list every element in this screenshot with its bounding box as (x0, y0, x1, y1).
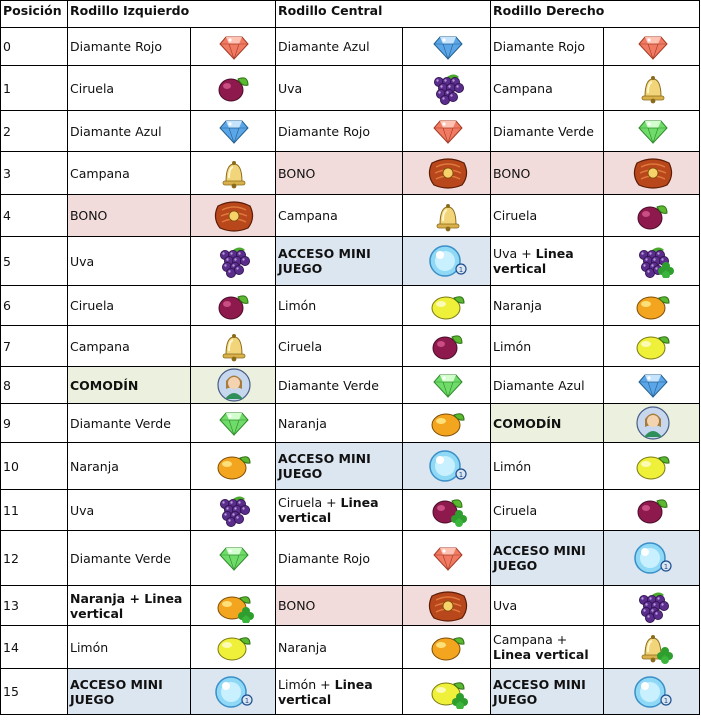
center-reel-symbol-name (276, 326, 403, 367)
orange-clover-icon (213, 597, 255, 612)
symbol-bold-label: COMODÍN (70, 377, 139, 393)
symbol-label: Diamante Verde (493, 123, 594, 139)
left-reel-symbol-name (68, 404, 191, 443)
center-reel-symbol-name (276, 669, 403, 715)
center-reel-symbol-icon-cell (403, 404, 491, 443)
symbol-bold-label: ACCESO MINI JUEGO (70, 676, 163, 707)
center-reel-symbol-name (276, 404, 403, 443)
reel-table-body (1, 28, 700, 715)
mini-game-orb-icon (425, 458, 471, 479)
symbol-bold-label: Linea vertical (493, 647, 589, 662)
symbol-label: Diamante Azul (493, 377, 585, 393)
right-reel-symbol-icon-cell (604, 195, 700, 237)
center-reel-symbol-name (276, 367, 403, 404)
symbol-label: BONO (493, 165, 531, 181)
symbol-bold-label: COMODÍN (493, 415, 562, 431)
table-row (1, 531, 700, 586)
symbol-label: Campana (70, 165, 130, 181)
symbol-label: Ciruela (493, 502, 538, 518)
position-cell: 11 (1, 490, 68, 531)
grape-icon (213, 502, 255, 517)
center-reel-symbol-name (276, 286, 403, 326)
header-left-reel: Rodillo Izquierdo (68, 1, 276, 28)
center-reel-symbol-name (276, 586, 403, 626)
orange-icon (213, 458, 255, 473)
right-reel-symbol-name (491, 28, 604, 66)
symbol-label: Ciruela (70, 298, 115, 313)
right-reel-symbol-icon-cell (604, 669, 700, 715)
symbol-bold-label: ACCESO MINI JUEGO (493, 543, 586, 573)
bell-icon (428, 207, 468, 222)
symbol-label: BONO (70, 208, 108, 223)
position-cell: 6 (1, 286, 68, 326)
green-diamond-icon (638, 123, 668, 138)
grape-icon (213, 253, 255, 268)
center-reel-symbol-name (276, 443, 403, 490)
header-position: Posición (1, 1, 68, 28)
right-reel-symbol-icon-cell (604, 531, 700, 586)
symbol-bold-label: ACCESO MINI JUEGO (278, 451, 371, 481)
table-row (1, 152, 700, 195)
plum-icon (214, 297, 254, 312)
bonus-bag-icon (631, 165, 675, 180)
left-reel-symbol-name (68, 111, 191, 152)
plum-icon (633, 502, 673, 517)
center-reel-symbol-name (276, 195, 403, 237)
center-reel-symbol-icon-cell (403, 195, 491, 237)
left-reel-symbol-icon-cell (191, 367, 276, 404)
right-reel-symbol-name (491, 195, 604, 237)
left-reel-symbol-icon-cell (191, 286, 276, 326)
left-reel-symbol-icon-cell (191, 326, 276, 367)
left-reel-symbol-name (68, 66, 191, 111)
red-diamond-icon (433, 550, 463, 565)
center-reel-symbol-name (276, 152, 403, 195)
left-reel-symbol-name (68, 669, 191, 715)
grape-clover-icon (632, 253, 674, 268)
svg-text:1: 1 (458, 471, 463, 479)
left-reel-symbol-icon-cell (191, 66, 276, 111)
left-reel-symbol-name (68, 626, 191, 669)
center-reel-symbol-icon-cell (403, 28, 491, 66)
right-reel-symbol-name (491, 626, 604, 669)
blue-diamond-icon (433, 38, 463, 53)
orange-icon (632, 297, 674, 312)
right-reel-symbol-icon-cell (604, 586, 700, 626)
wild-character-icon (217, 377, 251, 392)
symbol-label: Limón + (278, 676, 335, 692)
symbol-label: Diamante Verde (70, 550, 171, 566)
table-row (1, 66, 700, 111)
center-reel-symbol-icon-cell (403, 443, 491, 490)
lemon-icon (213, 639, 255, 654)
symbol-label: Diamante Rojo (493, 39, 585, 54)
center-reel-symbol-icon-cell (403, 66, 491, 111)
bell-icon (214, 338, 254, 353)
left-reel-symbol-name (68, 326, 191, 367)
center-reel-symbol-icon-cell (403, 326, 491, 367)
symbol-bold-label: Linea vertical (278, 676, 373, 707)
position-cell: 12 (1, 531, 68, 586)
center-reel-symbol-icon-cell (403, 531, 491, 586)
position-cell: 5 (1, 237, 68, 286)
symbol-bold-label: Naranja + Linea vertical (70, 590, 183, 621)
left-reel-symbol-name (68, 490, 191, 531)
position-cell: 9 (1, 404, 68, 443)
center-reel-symbol-icon-cell (403, 586, 491, 626)
symbol-label: Diamante Verde (70, 415, 171, 431)
symbol-label: Limón (493, 338, 532, 354)
left-reel-symbol-name (68, 195, 191, 237)
red-diamond-icon (433, 123, 463, 138)
table-row (1, 490, 700, 531)
symbol-bold-label: ACCESO MINI JUEGO (278, 246, 371, 276)
right-reel-symbol-name (491, 66, 604, 111)
lemon-icon (632, 338, 674, 353)
symbol-label: Diamante Rojo (278, 123, 370, 139)
symbol-label: Limón (70, 639, 109, 655)
symbol-label: BONO (278, 598, 316, 613)
position-cell: 14 (1, 626, 68, 669)
blue-diamond-icon (638, 377, 668, 392)
right-reel-symbol-icon-cell (604, 626, 700, 669)
symbol-label: Naranja (278, 639, 327, 655)
left-reel-symbol-icon-cell (191, 404, 276, 443)
green-diamond-icon (433, 377, 463, 392)
left-reel-symbol-icon-cell (191, 152, 276, 195)
table-row (1, 586, 700, 626)
position-cell: 15 (1, 669, 68, 715)
symbol-label: Campana (70, 338, 130, 354)
right-reel-symbol-icon-cell (604, 404, 700, 443)
symbol-label: Uva + (493, 246, 536, 261)
right-reel-symbol-icon-cell (604, 152, 700, 195)
right-reel-symbol-name (491, 326, 604, 367)
green-diamond-icon (219, 550, 249, 565)
center-reel-symbol-icon-cell (403, 367, 491, 404)
right-reel-symbol-icon-cell (604, 286, 700, 326)
right-reel-symbol-icon-cell (604, 326, 700, 367)
right-reel-symbol-name (491, 111, 604, 152)
center-reel-symbol-icon-cell (403, 286, 491, 326)
bell-icon (633, 80, 673, 95)
position-cell: 13 (1, 586, 68, 626)
lemon-icon (632, 458, 674, 473)
svg-text:1: 1 (244, 696, 250, 705)
left-reel-symbol-icon-cell (191, 237, 276, 286)
symbol-label: Naranja (70, 458, 119, 474)
symbol-label: BONO (278, 165, 316, 181)
left-reel-symbol-icon-cell (191, 626, 276, 669)
bell-icon (214, 165, 254, 180)
symbol-label: Limón (493, 458, 532, 474)
center-reel-symbol-icon-cell (403, 490, 491, 531)
symbol-bold-label: Linea vertical (278, 495, 379, 525)
orange-icon (427, 415, 469, 430)
right-reel-symbol-name (491, 152, 604, 195)
left-reel-symbol-icon-cell (191, 28, 276, 66)
table-row (1, 626, 700, 669)
mini-game-orb-icon (630, 683, 676, 705)
right-reel-symbol-name (491, 531, 604, 586)
plum-icon (214, 80, 254, 95)
center-reel-symbol-icon-cell (403, 111, 491, 152)
right-reel-symbol-name (491, 490, 604, 531)
left-reel-symbol-icon-cell (191, 111, 276, 152)
center-reel-symbol-name (276, 28, 403, 66)
right-reel-symbol-name (491, 669, 604, 715)
header-right-reel: Rodillo Derecho (491, 1, 700, 28)
table-row (1, 367, 700, 404)
left-reel-symbol-icon-cell (191, 490, 276, 531)
symbol-label: Uva (70, 253, 95, 269)
right-reel-symbol-icon-cell (604, 490, 700, 531)
right-reel-symbol-name (491, 286, 604, 326)
lemon-clover-icon (427, 683, 469, 698)
left-reel-symbol-name (68, 286, 191, 326)
center-reel-symbol-name (276, 237, 403, 286)
symbol-label: Uva (70, 502, 95, 518)
table-row (1, 195, 700, 237)
mini-game-orb-icon (630, 550, 676, 571)
symbol-label: Ciruela + (278, 495, 341, 510)
bonus-bag-icon (426, 165, 470, 180)
symbol-label: Diamante Verde (278, 377, 379, 393)
symbol-label: Campana + (493, 632, 568, 647)
center-reel-symbol-name (276, 66, 403, 111)
blue-diamond-icon (219, 123, 249, 138)
symbol-label: Campana (493, 80, 553, 96)
table-row (1, 404, 700, 443)
symbol-bold-label: Linea vertical (493, 246, 574, 276)
left-reel-symbol-icon-cell (191, 669, 276, 715)
center-reel-symbol-name (276, 111, 403, 152)
orange-icon (427, 639, 469, 654)
right-reel-symbol-icon-cell (604, 367, 700, 404)
symbol-bold-label: ACCESO MINI JUEGO (493, 676, 586, 707)
grape-icon (427, 80, 469, 95)
center-reel-symbol-name (276, 626, 403, 669)
symbol-label: Diamante Azul (70, 123, 162, 139)
table-row (1, 237, 700, 286)
position-cell: 3 (1, 152, 68, 195)
right-reel-symbol-icon-cell (604, 66, 700, 111)
left-reel-symbol-icon-cell (191, 443, 276, 490)
right-reel-symbol-name (491, 237, 604, 286)
center-reel-symbol-name (276, 531, 403, 586)
left-reel-symbol-name (68, 28, 191, 66)
bonus-bag-icon (426, 597, 470, 612)
left-reel-symbol-name (68, 443, 191, 490)
bell-clover-icon (633, 639, 673, 654)
right-reel-symbol-name (491, 443, 604, 490)
position-cell: 10 (1, 443, 68, 490)
red-diamond-icon (638, 38, 668, 53)
svg-text:1: 1 (663, 696, 668, 705)
right-reel-symbol-name (491, 367, 604, 404)
mini-game-orb-icon (425, 253, 471, 274)
left-reel-symbol-icon-cell (191, 586, 276, 626)
table-row (1, 669, 700, 715)
header-row (1, 1, 700, 28)
left-reel-symbol-name (68, 586, 191, 626)
symbol-label: Diamante Azul (278, 39, 370, 54)
right-reel-symbol-name (491, 404, 604, 443)
position-cell: 8 (1, 367, 68, 404)
symbol-label: Uva (278, 80, 303, 96)
right-reel-symbol-icon-cell (604, 28, 700, 66)
table-row (1, 326, 700, 367)
left-reel-symbol-name (68, 531, 191, 586)
svg-text:1: 1 (663, 563, 668, 571)
left-reel-symbol-name (68, 237, 191, 286)
position-cell: 7 (1, 326, 68, 367)
table-row (1, 443, 700, 490)
right-reel-symbol-icon-cell (604, 443, 700, 490)
symbol-label: Ciruela (70, 80, 115, 96)
symbol-label: Naranja (278, 415, 327, 431)
table-row (1, 28, 700, 66)
center-reel-symbol-icon-cell (403, 669, 491, 715)
left-reel-symbol-name (68, 152, 191, 195)
left-reel-symbol-icon-cell (191, 531, 276, 586)
table-row (1, 111, 700, 152)
green-diamond-icon (219, 415, 249, 430)
position-cell: 1 (1, 66, 68, 111)
right-reel-symbol-icon-cell (604, 111, 700, 152)
lemon-icon (427, 297, 469, 312)
plum-clover-icon (428, 502, 468, 517)
center-reel-symbol-icon-cell (403, 237, 491, 286)
bonus-bag-icon (212, 207, 256, 222)
table-row (1, 286, 700, 326)
symbol-label: Diamante Rojo (278, 550, 370, 566)
header-center-reel: Rodillo Central (276, 1, 491, 28)
mini-game-orb-icon (211, 683, 257, 705)
position-cell: 2 (1, 111, 68, 152)
plum-icon (633, 207, 673, 222)
right-reel-symbol-name (491, 586, 604, 626)
position-cell: 4 (1, 195, 68, 237)
svg-text:1: 1 (458, 266, 463, 274)
position-cell: 0 (1, 28, 68, 66)
grape-icon (632, 597, 674, 612)
center-reel-symbol-icon-cell (403, 152, 491, 195)
symbol-label: Ciruela (278, 338, 323, 354)
center-reel-symbol-name (276, 490, 403, 531)
symbol-label: Uva (493, 598, 518, 613)
symbol-label: Limón (278, 298, 317, 313)
red-diamond-icon (219, 38, 249, 53)
symbol-label: Naranja (493, 298, 542, 313)
right-reel-symbol-icon-cell (604, 237, 700, 286)
center-reel-symbol-icon-cell (403, 626, 491, 669)
left-reel-symbol-name (68, 367, 191, 404)
plum-icon (428, 338, 468, 353)
wild-character-icon (636, 415, 670, 430)
symbol-label: Ciruela (493, 208, 538, 223)
symbol-label: Campana (278, 208, 338, 223)
symbol-label: Diamante Rojo (70, 39, 162, 54)
left-reel-symbol-icon-cell (191, 195, 276, 237)
